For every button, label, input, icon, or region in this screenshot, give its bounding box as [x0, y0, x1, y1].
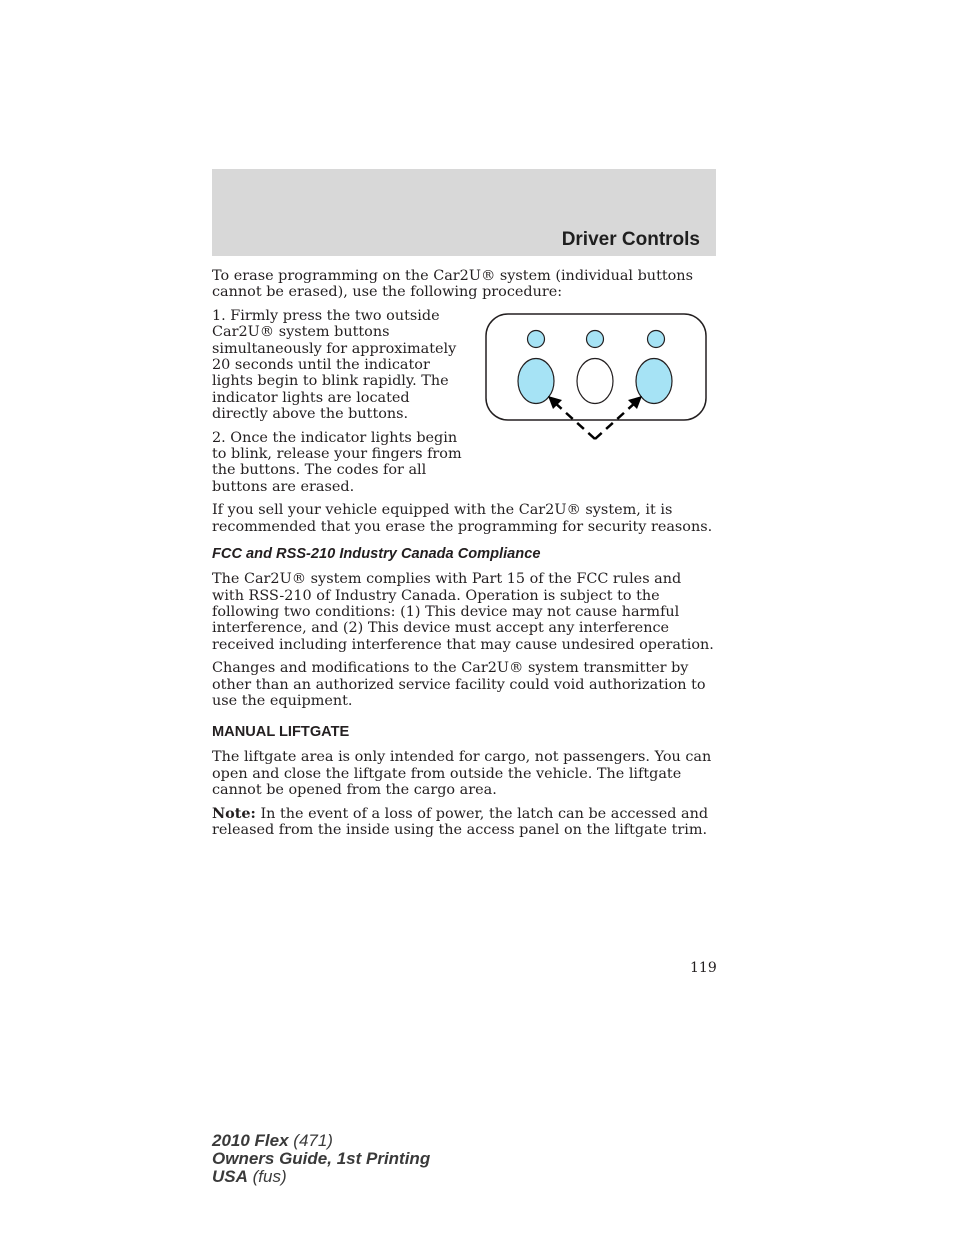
fcc-paragraph-2: Changes and modifications to the Car2U® system transmitter by other than an authorized service facility could void authorization to use the equipment.: [212, 660, 706, 709]
section-title: Driver Controls: [561, 229, 700, 250]
page-number: 119: [690, 960, 717, 976]
liftgate-note: [212, 806, 717, 839]
footer-line-3: [212, 1168, 430, 1186]
indicator-light-center: [587, 330, 604, 347]
car2u-buttons-diagram: [484, 312, 708, 442]
fcc-paragraph-1: The Car2U® system complies with Part 15 of the FCC rules and with RSS-210 of Industry Canada. Operation is subject to the following two conditions: (1) This device may not cause harmful interference, and (2) This device must accept any interference received including interference that may cause undesired operation.: [212, 571, 714, 653]
footer-guide: Owners Guide, 1st Printing: [212, 1149, 431, 1168]
document-footer: [212, 1132, 430, 1186]
footer-region-code: (fus): [247, 1167, 287, 1186]
button-center: [577, 358, 613, 403]
footer-model-code: (471): [288, 1131, 333, 1150]
liftgate-paragraph: The liftgate area is only intended for cargo, not passengers. You can open and close the liftgate from outside the vehicle. The liftgate cannot be opened from the cargo area.: [212, 749, 712, 799]
note-text: In the event of a loss of power, the latch can be accessed and released from the inside using the access panel on the liftgate trim.: [212, 805, 709, 838]
footer-region: USA: [212, 1167, 248, 1186]
intro-paragraph: To erase programming on the Car2U® system (individual buttons cannot be erased), use the following procedure:: [212, 268, 693, 301]
footer-line-1: [212, 1132, 430, 1150]
footer-model: 2010 Flex: [212, 1131, 289, 1150]
step-2: 2. Once the indicator lights begin to blink, release your fingers from the buttons. The codes for all buttons are erased.: [212, 429, 462, 495]
indicator-light-left: [528, 330, 545, 347]
footer-line-2: [212, 1150, 430, 1168]
note-label: Note:: [212, 804, 256, 822]
fcc-heading: FCC and RSS-210 Industry Canada Compliance: [212, 546, 541, 563]
steps-column: [212, 308, 462, 502]
step-1: 1. Firmly press the two outside Car2U® system buttons simultaneously for approximately 20 seconds until the indicator lights begin to blink rapidly. The indicator lights are located directly above the buttons.: [212, 307, 457, 423]
manual-liftgate-heading: MANUAL LIFTGATE: [212, 724, 350, 741]
sell-vehicle-paragraph: If you sell your vehicle equipped with the Car2U® system, it is recommended that you erase the programming for security reasons.: [212, 502, 713, 535]
steps-with-figure: [212, 308, 717, 502]
section-header-band: [212, 169, 716, 256]
page-content: [212, 268, 717, 845]
indicator-light-right: [648, 330, 665, 347]
car2u-buttons-figure: [484, 312, 708, 446]
